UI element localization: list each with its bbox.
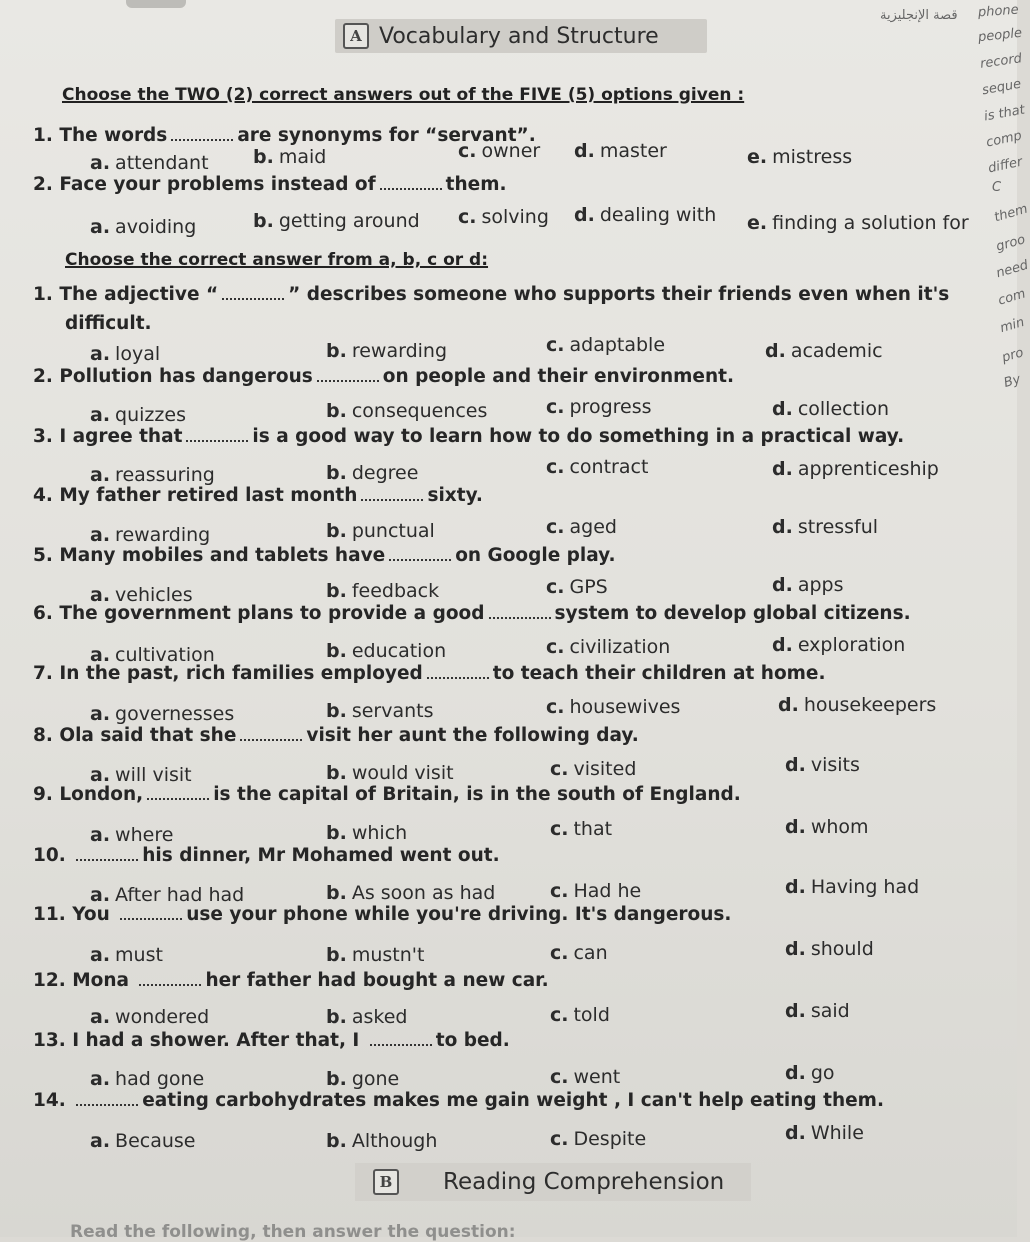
answer-option[interactable]: [546, 334, 665, 356]
answer-option[interactable]: [574, 140, 667, 162]
option-letter: b.: [326, 640, 347, 662]
question-number: 12. Mona: [33, 970, 129, 991]
option-letter: a.: [90, 703, 111, 725]
question-number: 9.: [33, 784, 53, 805]
question-stem: [33, 366, 734, 387]
option-text: degree: [351, 462, 419, 484]
option-letter: d.: [785, 938, 806, 960]
answer-option[interactable]: [326, 882, 495, 904]
question-text-after: sixty.: [427, 485, 483, 506]
answer-option[interactable]: [550, 1128, 646, 1150]
part2-instruction: Choose the correct answer from a, b, c or d:: [65, 250, 489, 270]
question-text-before: My father retired last month: [59, 485, 358, 506]
answer-option[interactable]: [772, 574, 844, 596]
option-letter: a.: [90, 644, 111, 666]
question-text-before: The words: [59, 125, 168, 146]
question-number: 4.: [33, 485, 53, 506]
option-text: whom: [810, 816, 869, 838]
answer-option[interactable]: [326, 462, 418, 484]
option-letter: c.: [550, 1004, 569, 1026]
answer-option[interactable]: [785, 1000, 850, 1022]
answer-option[interactable]: [546, 576, 608, 598]
option-text: progress: [569, 396, 652, 418]
margin-word: min: [998, 314, 1027, 337]
question-text-before: Many mobiles and tablets have: [59, 545, 386, 566]
option-text: gone: [351, 1068, 400, 1090]
option-letter: a.: [90, 343, 111, 365]
option-text: contract: [569, 456, 649, 478]
option-text: rewarding: [351, 340, 448, 362]
option-letter: d.: [785, 876, 806, 898]
option-letter: b.: [253, 210, 274, 232]
answer-blank: [427, 665, 489, 679]
margin-word: By: [1002, 371, 1023, 392]
option-text: governesses: [115, 703, 235, 725]
question-stem: [33, 603, 911, 624]
option-text: wondered: [115, 1006, 210, 1028]
option-text: should: [810, 938, 874, 960]
option-text: Having had: [810, 876, 920, 898]
answer-blank: [76, 1092, 138, 1106]
question-stem: [33, 784, 741, 805]
answer-option[interactable]: [326, 700, 434, 722]
answer-blank: [317, 368, 379, 382]
option-letter: d.: [772, 458, 793, 480]
answer-option[interactable]: [326, 944, 424, 966]
answer-option[interactable]: [90, 1130, 196, 1152]
answer-option[interactable]: [90, 764, 192, 786]
question-text-after: is a good way to learn how to do something in a practical way.: [252, 426, 905, 447]
question-text-after: is the capital of Britain, is in the south of England.: [213, 784, 741, 805]
question-text-after: are synonyms for “servant”.: [237, 125, 536, 146]
option-text: reassuring: [115, 464, 215, 486]
answer-option[interactable]: [90, 1006, 209, 1028]
question-text-before: I agree that: [59, 426, 183, 447]
answer-option[interactable]: [326, 400, 487, 422]
option-text: which: [351, 822, 408, 844]
option-letter: d.: [785, 816, 806, 838]
question-stem: [33, 845, 500, 866]
question-text-after: them.: [445, 174, 507, 195]
option-text: would visit: [351, 762, 454, 784]
option-text: apprenticeship: [797, 458, 939, 480]
answer-blank: [240, 727, 302, 741]
option-letter: b.: [326, 762, 347, 784]
option-letter: d.: [772, 634, 793, 656]
option-letter: a.: [90, 216, 111, 238]
question-stem: [33, 1090, 884, 1111]
answer-blank: [139, 972, 201, 986]
section-a-letter: A: [343, 23, 369, 49]
option-text: solving: [481, 206, 549, 228]
option-letter: c.: [546, 576, 565, 598]
answer-option[interactable]: [785, 1062, 835, 1084]
answer-option[interactable]: [785, 938, 874, 960]
question-number: 7.: [33, 663, 53, 684]
question-text-after: ” describes someone who supports their friends even when it's: [288, 284, 950, 305]
option-letter: b.: [326, 520, 347, 542]
answer-option[interactable]: [785, 876, 919, 898]
answer-option[interactable]: [765, 340, 883, 362]
answer-option[interactable]: [574, 204, 716, 226]
section-b-letter: B: [373, 1169, 399, 1195]
question-stem: [33, 725, 639, 746]
option-letter: a.: [90, 404, 111, 426]
answer-option[interactable]: [458, 206, 549, 228]
question-text-after: to bed.: [435, 1030, 510, 1051]
answer-option[interactable]: [90, 343, 160, 365]
option-letter: d.: [772, 516, 793, 538]
option-letter: d.: [785, 1122, 806, 1144]
margin-word: differ: [986, 154, 1024, 177]
option-letter: d.: [778, 694, 799, 716]
option-text: can: [573, 942, 608, 964]
answer-option[interactable]: [326, 520, 435, 542]
option-letter: c.: [550, 942, 569, 964]
option-letter: d.: [772, 398, 793, 420]
question-number: 11. You: [33, 904, 110, 925]
option-text: cultivation: [115, 644, 215, 666]
question-number: 14.: [33, 1090, 66, 1111]
question-text-after: on Google play.: [455, 545, 616, 566]
answer-blank: [120, 906, 182, 920]
option-text: Because: [115, 1130, 196, 1152]
option-text: vehicles: [115, 584, 193, 606]
answer-blank: [380, 176, 442, 190]
option-text: stressful: [797, 516, 879, 538]
option-letter: c.: [550, 818, 569, 840]
option-text: apps: [797, 574, 844, 596]
option-letter: b.: [326, 580, 347, 602]
answer-option[interactable]: [90, 216, 196, 238]
option-letter: d.: [574, 204, 595, 226]
answer-option[interactable]: [550, 1004, 610, 1026]
option-text: exploration: [797, 634, 906, 656]
answer-option[interactable]: [90, 152, 209, 174]
answer-option[interactable]: [326, 762, 454, 784]
margin-word: is that: [983, 102, 1026, 125]
option-text: Had he: [573, 880, 642, 902]
option-letter: d.: [772, 574, 793, 596]
answer-option[interactable]: [550, 1066, 620, 1088]
answer-option[interactable]: [90, 944, 163, 966]
option-letter: c.: [550, 1066, 569, 1088]
question-stem: [33, 663, 826, 684]
answer-option[interactable]: [90, 404, 186, 426]
option-letter: a.: [90, 524, 111, 546]
margin-word: them: [992, 201, 1030, 226]
section-a-banner: [335, 19, 707, 53]
option-letter: b.: [326, 1068, 347, 1090]
answer-blank: [147, 786, 209, 800]
option-text: While: [810, 1122, 864, 1144]
option-letter: e.: [747, 146, 768, 168]
answer-option[interactable]: [747, 146, 852, 168]
answer-option[interactable]: [90, 464, 215, 486]
answer-option[interactable]: [458, 140, 540, 162]
margin-word: comp: [984, 128, 1024, 151]
answer-option[interactable]: [772, 634, 905, 656]
option-letter: c.: [550, 1128, 569, 1150]
answer-option[interactable]: [546, 696, 680, 718]
question-text-after: her father had bought a new car.: [205, 970, 549, 991]
question-stem: [33, 174, 507, 195]
margin-word: pro: [1000, 345, 1026, 366]
option-letter: b.: [326, 462, 347, 484]
answer-option[interactable]: [253, 146, 326, 168]
option-letter: a.: [90, 584, 111, 606]
answer-option[interactable]: [90, 824, 173, 846]
option-letter: c.: [458, 206, 477, 228]
question-stem: [33, 970, 549, 991]
answer-option[interactable]: [550, 942, 608, 964]
option-letter: c.: [550, 758, 569, 780]
option-text: rewarding: [115, 524, 211, 546]
question-number: 1.: [33, 284, 53, 305]
section-b-banner: [355, 1163, 751, 1201]
option-text: punctual: [351, 520, 435, 542]
question-text-after: system to develop global citizens.: [554, 603, 911, 624]
option-letter: a.: [90, 464, 111, 486]
question-number: 1.: [33, 125, 53, 146]
margin-word: need: [994, 257, 1030, 282]
corner-arabic-text: قصة الإنجليزية: [880, 8, 958, 23]
question-text-before: London,: [59, 784, 144, 805]
answer-option[interactable]: [546, 516, 617, 538]
margin-word: com: [996, 286, 1028, 309]
answer-option[interactable]: [326, 580, 439, 602]
question-number: 10.: [33, 845, 66, 866]
margin-word: groo: [994, 232, 1028, 255]
answer-option[interactable]: [546, 456, 648, 478]
option-letter: a.: [90, 1068, 111, 1090]
question-text-before: In the past, rich families employed: [59, 663, 423, 684]
option-text: housewives: [569, 696, 681, 718]
section-b-title: Reading Comprehension: [443, 1169, 725, 1195]
question-stem: [33, 1030, 510, 1051]
answer-option[interactable]: [785, 754, 860, 776]
answer-option[interactable]: [326, 640, 446, 662]
option-text: loyal: [115, 343, 161, 365]
answer-blank: [361, 487, 423, 501]
answer-option[interactable]: [326, 822, 407, 844]
option-text: avoiding: [115, 216, 197, 238]
option-text: As soon as had: [351, 882, 496, 904]
reading-instruction-cutoff: Read the following, then answer the question:: [70, 1222, 516, 1242]
option-text: Although: [351, 1130, 438, 1152]
question-text-after: eating carbohydrates makes me gain weight , I can't help eating them.: [142, 1090, 884, 1111]
option-letter: b.: [326, 700, 347, 722]
option-text: asked: [351, 1006, 408, 1028]
answer-option[interactable]: [326, 340, 447, 362]
option-text: mustn't: [351, 944, 425, 966]
option-text: housekeepers: [803, 694, 937, 716]
option-letter: c.: [458, 140, 477, 162]
margin-word: people: [977, 25, 1023, 46]
question-text-after: visit her aunt the following day.: [306, 725, 639, 746]
answer-option[interactable]: [785, 816, 869, 838]
option-text: master: [599, 140, 667, 162]
option-text: maid: [278, 146, 327, 168]
option-text: said: [810, 1000, 850, 1022]
option-letter: a.: [90, 944, 111, 966]
option-text: civilization: [569, 636, 671, 658]
answer-option[interactable]: [550, 880, 641, 902]
option-letter: b.: [253, 146, 274, 168]
question-number: 8.: [33, 725, 53, 746]
question-stem: [33, 904, 731, 925]
question-number: 13. I had a shower. After that, I: [33, 1030, 360, 1051]
option-text: owner: [481, 140, 541, 162]
question-number: 3.: [33, 426, 53, 447]
question-stem: [33, 284, 949, 305]
option-text: finding a solution for: [772, 212, 969, 234]
option-text: attendant: [115, 152, 209, 174]
part1-instruction: Choose the TWO (2) correct answers out of the FIVE (5) options given :: [62, 85, 745, 105]
question-text-before: The government plans to provide a good: [59, 603, 485, 624]
option-letter: c.: [546, 636, 565, 658]
answer-option[interactable]: [546, 396, 652, 418]
answer-option[interactable]: [550, 758, 636, 780]
section-a-title: Vocabulary and Structure: [379, 23, 659, 49]
option-letter: a.: [90, 152, 111, 174]
question-text-after: on people and their environment.: [382, 366, 734, 387]
answer-option[interactable]: [90, 884, 244, 906]
option-letter: a.: [90, 1006, 111, 1028]
option-text: feedback: [351, 580, 440, 602]
option-text: where: [115, 824, 174, 846]
option-letter: d.: [785, 1062, 806, 1084]
option-text: that: [573, 818, 613, 840]
option-letter: a.: [90, 764, 111, 786]
option-text: academic: [790, 340, 883, 362]
option-letter: c.: [546, 456, 565, 478]
question-number: 6.: [33, 603, 53, 624]
answer-blank: [171, 127, 233, 141]
option-text: After had had: [115, 884, 245, 906]
margin-word: seque: [980, 76, 1023, 99]
option-letter: c.: [546, 696, 565, 718]
question-text-after: to teach their children at home.: [492, 663, 826, 684]
paper-tab: [126, 0, 186, 8]
answer-option[interactable]: [326, 1068, 399, 1090]
option-letter: b.: [326, 944, 347, 966]
option-text: consequences: [351, 400, 488, 422]
option-text: dealing with: [599, 204, 717, 226]
option-text: Despite: [573, 1128, 647, 1150]
option-text: education: [351, 640, 447, 662]
question-text-before: Face your problems instead of: [59, 174, 376, 195]
answer-option[interactable]: [90, 524, 210, 546]
option-letter: d.: [574, 140, 595, 162]
answer-option[interactable]: [546, 636, 670, 658]
option-letter: c.: [546, 334, 565, 356]
option-letter: b.: [326, 822, 347, 844]
option-text: will visit: [115, 764, 192, 786]
answer-blank: [489, 605, 551, 619]
option-text: aged: [569, 516, 617, 538]
option-text: had gone: [115, 1068, 205, 1090]
option-text: servants: [351, 700, 434, 722]
answer-option[interactable]: [550, 818, 612, 840]
option-text: adaptable: [569, 334, 666, 356]
question-number: 5.: [33, 545, 53, 566]
option-text: collection: [797, 398, 889, 420]
answer-option[interactable]: [772, 458, 939, 480]
option-letter: a.: [90, 1130, 111, 1152]
option-text: mistress: [772, 146, 853, 168]
option-text: must: [115, 944, 163, 966]
answer-blank: [186, 428, 248, 442]
answer-option[interactable]: [326, 1130, 437, 1152]
question-number: 2.: [33, 174, 53, 195]
option-letter: d.: [765, 340, 786, 362]
answer-blank: [370, 1032, 432, 1046]
question-stem: [33, 485, 483, 506]
answer-option[interactable]: [785, 1122, 864, 1144]
answer-option[interactable]: [747, 212, 969, 234]
option-letter: b.: [326, 400, 347, 422]
option-letter: d.: [785, 754, 806, 776]
answer-option[interactable]: [772, 516, 878, 538]
option-text: visits: [810, 754, 860, 776]
answer-option[interactable]: [772, 398, 889, 420]
margin-word: phone: [977, 2, 1020, 21]
answer-option[interactable]: [778, 694, 936, 716]
option-letter: b.: [326, 340, 347, 362]
option-letter: b.: [326, 1130, 347, 1152]
option-text: told: [573, 1004, 610, 1026]
question-stem-continued: difficult.: [65, 313, 152, 334]
option-text: getting around: [278, 210, 420, 232]
question-number: 2.: [33, 366, 53, 387]
option-text: GPS: [569, 576, 608, 598]
margin-word: record: [979, 51, 1023, 72]
answer-option[interactable]: [253, 210, 420, 232]
option-letter: b.: [326, 882, 347, 904]
question-text-after: use your phone while you're driving. It's dangerous.: [186, 904, 732, 925]
question-text-after: his dinner, Mr Mohamed went out.: [142, 845, 500, 866]
question-text-before: Pollution has dangerous: [59, 366, 313, 387]
option-letter: b.: [326, 1006, 347, 1028]
option-letter: d.: [785, 1000, 806, 1022]
option-letter: c.: [546, 516, 565, 538]
option-text: went: [573, 1066, 621, 1088]
answer-blank: [222, 286, 284, 300]
option-letter: a.: [90, 824, 111, 846]
option-text: quizzes: [115, 404, 186, 426]
option-letter: c.: [550, 880, 569, 902]
question-stem: [33, 545, 616, 566]
question-text-before: The adjective “: [59, 284, 219, 305]
answer-option[interactable]: [90, 1068, 204, 1090]
question-stem: [33, 426, 904, 447]
option-text: visited: [573, 758, 637, 780]
option-letter: c.: [546, 396, 565, 418]
question-text-before: Ola said that she: [59, 725, 237, 746]
answer-option[interactable]: [326, 1006, 407, 1028]
option-letter: a.: [90, 884, 111, 906]
answer-option[interactable]: [90, 703, 234, 725]
margin-word: C: [992, 180, 1002, 195]
option-letter: e.: [747, 212, 768, 234]
answer-blank: [389, 547, 451, 561]
answer-blank: [76, 847, 138, 861]
option-text: go: [810, 1062, 835, 1084]
